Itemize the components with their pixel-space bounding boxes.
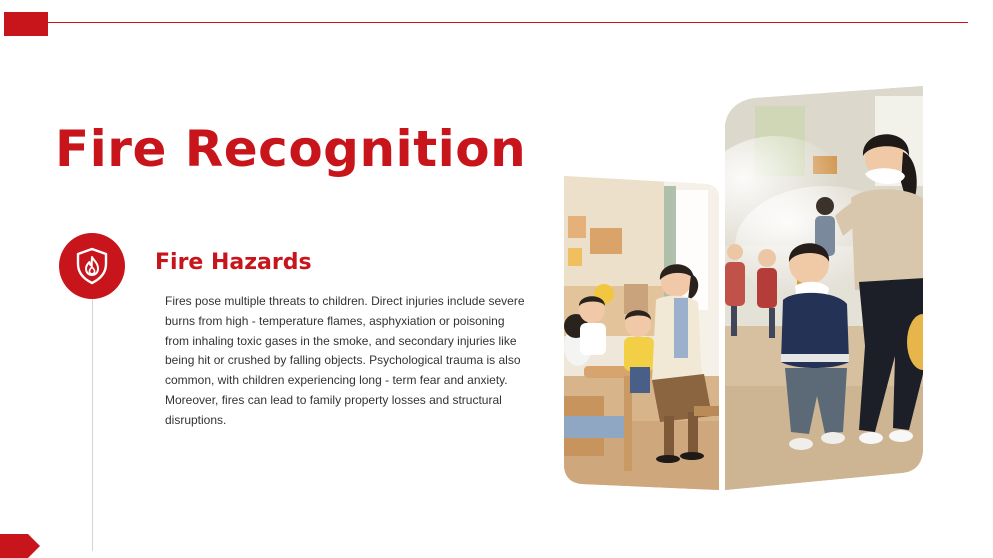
top-accent-tab	[4, 12, 48, 36]
fire-hazard-badge	[59, 233, 125, 299]
section-heading: Fire Hazards	[155, 250, 312, 275]
fire-drill-evacuation-photo	[725, 86, 925, 490]
section-body-text: Fires pose multiple threats to children. Direct injuries include severe burns from high - temperature flames, asphyxiation or poisoning from inhaling toxic gases in the smoke, and secondary injuries like being hit or crushed by falling objects. Psychological trauma is also common, with children experiencing long - term fear and anxiety. Moreover, fires can lead to family property losses and structural disruptions.	[165, 294, 525, 427]
top-divider-line	[48, 22, 968, 23]
shield-flame-icon	[72, 246, 112, 286]
timeline-line	[92, 299, 93, 551]
bottom-accent-arrow	[0, 534, 40, 558]
page-title: Fire Recognition	[55, 120, 527, 178]
classroom-teacher-children-photo	[564, 176, 720, 490]
